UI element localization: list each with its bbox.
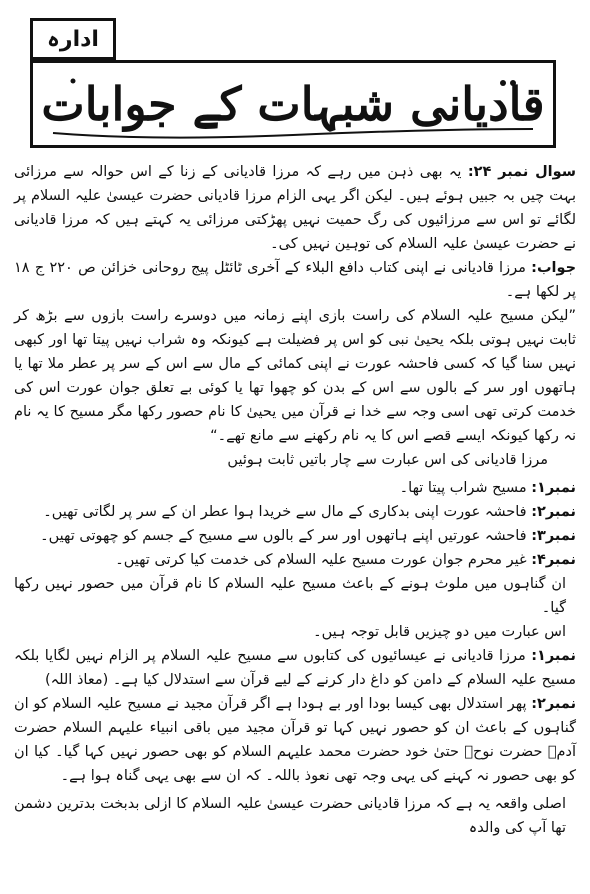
point-text: غیر محرم جوان عورت مسیح علیہ السلام کی خدمت کیا کرتی تھیں۔ xyxy=(115,552,527,568)
note-item-2 xyxy=(14,692,576,788)
note-label: نمبر۱: xyxy=(531,648,576,664)
quote-paragraph: ”لیکن مسیح علیہ السلام کی راست بازی اپنے زمانہ میں دوسرے راست بازوں سے بڑھ کر ثابت نہیں ہوتی بلکہ یحییٰ نبی کو اس پر فضیلت ہے کیونکہ وہ شراب نہیں پیتا تھا اور کبھی نہیں سنا گیا کہ کسی فاحشہ عورت نے اپنی کمائی کے مال سے اس کے سر پر عطر ملا تھا یا ہاتھوں اور سر کے بالوں سے اس کے بدن کو چھوا تھا یا کوئی بے تعلق جوان عورت اس کی خدمت کرتی تھی اسی وجہ سے خدا نے قرآن میں یحییٰ کا نام حصور رکھا مگر مسیح کا یہ نام نہ رکھا کیونکہ ایسے قصے اس کا یہ نام رکھنے سے مانع تھے۔“ xyxy=(14,308,576,444)
note-text: پھر استدلال بھی کیسا بودا اور بے ہودا ہے اگر قرآن مجید نے مسیح علیہ السلام کو ان گناہوں کے باعث ان کو حصور نہیں کہا تو قرآن مجید میں باقی انبیاء علیہم السلام حضرت آدمؑ حضرت نوحؑ حتیٰ خود حضرت محمد علیہم السلام کو بھی حصور نہیں کہا گیا۔ کیا ان کو بھی حصور نہ کہنے کی یہی وجہ تھی نعوذ باللہ۔ کہ ان سے بھی یہی گناہ ہوا ہے۔ xyxy=(14,696,576,784)
conclusion-paragraph: ان گناہوں میں ملوث ہونے کے باعث مسیح علیہ السلام کا نام قرآن میں حصور نہیں رکھا گیا۔ xyxy=(14,576,566,616)
point-label: نمبر۲: xyxy=(531,504,576,520)
point-label: نمبر۱: xyxy=(531,480,576,496)
article-body xyxy=(14,160,576,840)
closing-paragraph: اصلی واقعہ یہ ہے کہ مرزا قادیانی حضرت عیسیٰ علیہ السلام کا ازلی بدبخت بدترین دشمن تھا آپ کی والدہ xyxy=(14,796,566,836)
answer-label: جواب: xyxy=(531,260,577,276)
question-text: یہ بھی ذہن میں رہے کہ مرزا قادیانی کے زنا کے اس حوالہ سے مرزائی بہت چیں بہ جبیں ہوئے ہیں۔ لیکن اگر یہی الزام مرزا قادیانی حضرت عیسیٰ علیہ السلام پر لگائے تو اس سے مرزائیوں کی رگ حمیت نہیں پھڑکتی مرزائی یہ کہتے ہیں کہ مرزا قادیانی نے حضرت عیسیٰ علیہ السلام کی توہین نہیں کی۔ xyxy=(14,164,576,252)
point-text: مسیح شراب پیتا تھا۔ xyxy=(399,480,527,496)
page-title: قادیانی شبہات کے جوابات xyxy=(41,77,545,131)
point-item-4 xyxy=(14,548,576,572)
logo-text: ادارہ xyxy=(47,26,99,52)
point-item-3 xyxy=(14,524,576,548)
point-label: نمبر۳: xyxy=(531,528,576,544)
answer-text: مرزا قادیانی نے اپنی کتاب دافع البلاء کے آخری ٹائٹل پیج روحانی خزائن ص ۲۲۰ ج ۱۸ پر لکھا ہے۔ xyxy=(14,260,576,300)
point-label: نمبر۴: xyxy=(531,552,576,568)
point-text: فاحشہ عورت اپنی بدکاری کے مال سے خریدا ہوا عطر ان کے سر پر لگاتی تھیں۔ xyxy=(43,504,527,520)
intro-paragraph: مرزا قادیانی کی اس عبارت سے چار باتیں ثابت ہوئیں xyxy=(227,452,548,468)
point-text: فاحشہ عورتیں اپنے ہاتھوں اور سر کے بالوں سے مسیح کے جسم کو چھوتی تھیں۔ xyxy=(40,528,527,544)
note-intro-paragraph: اس عبارت میں دو چیزیں قابل توجہ ہیں۔ xyxy=(313,624,566,640)
note-text: مرزا قادیانی نے عیسائیوں کی کتابوں سے مسیح علیہ السلام پر الزام نہیں لگایا بلکہ مسیح علیہ السلام کے دامن کو داغ دار کرنے کے لیے قرآن سے استدلال کیا ہے۔ (معاذ اللہ) xyxy=(14,648,576,688)
note-item-1 xyxy=(14,644,576,692)
title-frame xyxy=(30,60,556,148)
point-item-2 xyxy=(14,500,576,524)
question-paragraph xyxy=(14,160,576,256)
publisher-logo xyxy=(30,18,116,60)
question-label: سوال نمبر ۲۴: xyxy=(467,164,576,180)
page-header xyxy=(0,0,590,150)
answer-paragraph xyxy=(14,256,576,304)
point-item-1 xyxy=(14,476,576,500)
note-label: نمبر۲: xyxy=(531,696,577,712)
